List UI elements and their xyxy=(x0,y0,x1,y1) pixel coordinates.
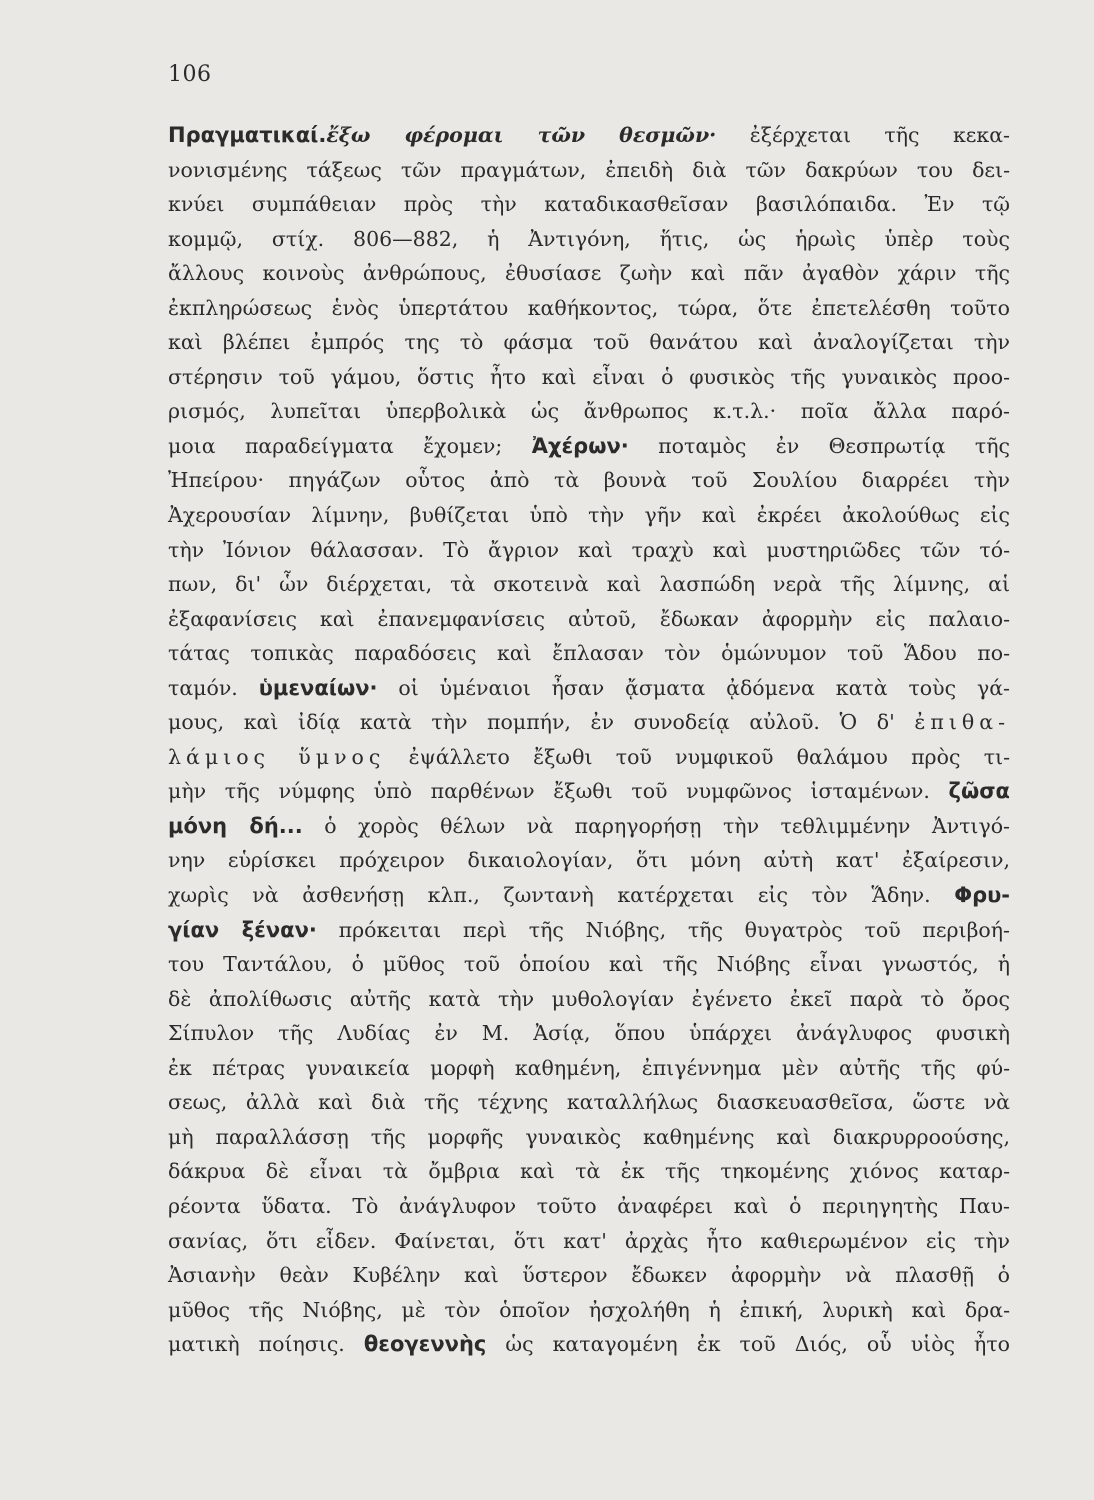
text-line xyxy=(168,774,1010,809)
lemma-heading: ὑμεναίων· xyxy=(258,675,378,700)
line-text: καὶ βλέπει ἐμπρός της τὸ φάσμα τοῦ θανάτου καὶ ἀναλογίζεται τὴν xyxy=(168,330,1010,355)
text-line xyxy=(168,1120,1010,1155)
text-line xyxy=(168,533,1010,568)
text-line xyxy=(168,602,1010,637)
line-text: μους, καὶ ἰδίᾳ κατὰ τὴν πομπήν, ἐν συνοδείᾳ αὐλοῦ. Ὁ δ' xyxy=(168,710,915,735)
text-line xyxy=(168,394,1010,429)
line-text: δὲ ἀπολίθωσις αὐτῆς κατὰ τὴν μυθολογίαν ἐγένετο ἐκεῖ παρὰ τὸ ὄρος xyxy=(168,986,1010,1011)
text-line xyxy=(168,947,1010,982)
line-text: του Ταντάλου, ὁ μῦθος τοῦ ὁποίου καὶ τῆς Νιόβης εἶναι γνωστός, ἡ xyxy=(168,952,1010,977)
lemma-heading: Φρυ- xyxy=(954,883,1010,908)
text-line xyxy=(168,1258,1010,1293)
text-line xyxy=(168,153,1010,188)
text-line xyxy=(168,913,1010,948)
line-text: τὴν Ἰόνιον θάλασσαν. Τὸ ἄγριον καὶ τραχὺ καὶ μυστηριῶδες τῶν τό- xyxy=(168,537,1010,562)
line-text: σεως, ἀλλὰ καὶ διὰ τῆς τέχνης καταλλήλως διασκευασθεῖσα, ὥστε νὰ xyxy=(168,1090,1010,1115)
text-line xyxy=(168,291,1010,326)
text-line xyxy=(168,429,1010,464)
text-line xyxy=(168,843,1010,878)
text-line xyxy=(168,1189,1010,1224)
text-line xyxy=(168,705,1010,740)
line-text: ποταμὸς ἐν Θεσπρωτίᾳ τῆς xyxy=(628,433,1010,458)
line-text: κομμῷ, στίχ. 806—882, ἡ Ἀντιγόνη, ἥτις, ὡς ἡρωὶς ὑπὲρ τοὺς xyxy=(168,226,1010,251)
text-line xyxy=(168,1154,1010,1189)
lemma-heading: ζῶσα xyxy=(948,779,1010,804)
text-line xyxy=(168,1293,1010,1328)
line-text: ἐψάλλετο ἔξωθι τοῦ νυμφικοῦ θαλάμου πρὸς τι- xyxy=(385,744,1010,769)
text-line xyxy=(168,1016,1010,1051)
text-line xyxy=(168,360,1010,395)
line-text: Ἀχερουσίαν λίμνην, βυθίζεται ὑπὸ τὴν γῆν καὶ ἐκρέει ἀκολούθως εἰς xyxy=(168,503,1010,528)
text-line xyxy=(168,1051,1010,1086)
lemma-heading: Πραγματικαί. xyxy=(168,123,327,147)
text-line xyxy=(168,498,1010,533)
page-number: 106 xyxy=(168,62,212,87)
line-text: νην εὑρίσκει πρόχειρον δικαιολογίαν, ὅτι μόνη αὐτὴ κατ' ἐξαίρεσιν, xyxy=(168,848,1010,873)
text-line xyxy=(168,187,1010,222)
lemma-heading: ἔξω φέρομαι τῶν θεσμῶν· xyxy=(326,123,717,147)
commentary-text-body xyxy=(168,118,1010,1362)
line-text: μῦθος τῆς Νιόβης, μὲ τὸν ὁποῖον ἠσχολήθη ἡ ἐπική, λυρικὴ καὶ δρα- xyxy=(168,1297,1010,1322)
line-text: ὁ χορὸς θέλων νὰ παρηγορήσῃ τὴν τεθλιμμένην Ἀντιγό- xyxy=(302,813,1010,838)
line-text: πρόκειται περὶ τῆς Νιόβης, τῆς θυγατρὸς τοῦ περιβοή- xyxy=(316,917,1010,942)
text-line xyxy=(168,636,1010,671)
text-line xyxy=(168,1327,1010,1362)
line-text: κνύει συμπάθειαν πρὸς τὴν καταδικασθεῖσαν βασιλόπαιδα. Ἐν τῷ xyxy=(168,192,1010,217)
text-line xyxy=(168,118,1010,153)
text-line xyxy=(168,463,1010,498)
text-line xyxy=(168,809,1010,844)
line-text: ἐκπληρώσεως ἑνὸς ὑπερτάτου καθήκοντος, τώρα, ὅτε ἐπετελέσθη τοῦτο xyxy=(168,295,1010,320)
text-line xyxy=(168,567,1010,602)
line-text: μὴν τῆς νύμφης ὑπὸ παρθένων ἔξωθι τοῦ νυμφῶνος ἱσταμένων. xyxy=(168,779,949,804)
line-text: νονισμένης τάξεως τῶν πραγμάτων, ἐπειδὴ διὰ τῶν δακρύων του δει- xyxy=(168,157,1010,182)
line-text: ρέοντα ὕδατα. Τὸ ἀνάγλυφον τοῦτο ἀναφέρει καὶ ὁ περιηγητὴς Παυ- xyxy=(168,1193,1010,1218)
line-text: μὴ παραλλάσσῃ τῆς μορφῆς γυναικὸς καθημένης καὶ διακρυρροούσης, xyxy=(168,1124,1010,1149)
lemma-heading: Ἀχέρων· xyxy=(531,433,629,458)
text-line xyxy=(168,740,1010,775)
line-text: στέρησιν τοῦ γάμου, ὅστις ἦτο καὶ εἶναι ὁ φυσικὸς τῆς γυναικὸς προο- xyxy=(168,364,1010,389)
line-text: ματικὴ ποίησις. xyxy=(168,1332,364,1357)
text-line xyxy=(168,878,1010,913)
line-text: χωρὶς νὰ ἀσθενήσῃ κλπ., ζωντανὴ κατέρχεται εἰς τὸν Ἅδην. xyxy=(168,883,955,908)
line-text: σανίας, ὅτι εἶδεν. Φαίνεται, ὅτι κατ' ἀρχὰς ἦτο καθιερωμένον εἰς τὴν xyxy=(168,1228,1010,1253)
text-line xyxy=(168,222,1010,257)
text-line xyxy=(168,982,1010,1017)
line-text: ρισμός, λυπεῖται ὑπερβολικὰ ὡς ἄνθρωπος κ.τ.λ.· ποῖα ἄλλα παρό- xyxy=(168,399,1010,424)
line-text: οἱ ὑμέναιοι ἦσαν ᾄσματα ᾀδόμενα κατὰ τοὺς γά- xyxy=(377,675,1010,700)
text-line xyxy=(168,325,1010,360)
line-text: ἐξέρχεται τῆς κεκα- xyxy=(716,123,1010,147)
lemma-heading: θεογεννὴς xyxy=(363,1332,487,1357)
line-text: δάκρυα δὲ εἶναι τὰ ὄμβρια καὶ τὰ ἐκ τῆς τηκομένης χιόνος καταρ- xyxy=(168,1159,1010,1184)
line-text: ἐξαφανίσεις καὶ ἐπανεμφανίσεις αὐτοῦ, ἔδωκαν ἀφορμὴν εἰς παλαιο- xyxy=(168,606,1010,631)
line-text: ταμόν. xyxy=(168,675,259,700)
line-text: ἐκ πέτρας γυναικεία μορφὴ καθημένη, ἐπιγέννημα μὲν αὐτῆς τῆς φύ- xyxy=(168,1055,1010,1080)
line-text: πων, δι' ὧν διέρχεται, τὰ σκοτεινὰ καὶ λασπώδη νερὰ τῆς λίμνης, αἱ xyxy=(168,572,1010,597)
line-text: μοια παραδείγματα ἔχομεν; xyxy=(168,433,532,458)
spaced-emphasis: λάμιος ὕμνος xyxy=(168,744,386,769)
text-line xyxy=(168,1224,1010,1259)
text-line xyxy=(168,671,1010,706)
lemma-heading: γίαν ξέναν· xyxy=(168,917,317,942)
line-text: ἄλλους κοινοὺς ἀνθρώπους, ἐθυσίασε ζωὴν καὶ πᾶν ἀγαθὸν χάριν τῆς xyxy=(168,261,1010,286)
line-text: Ἀσιανὴν θεὰν Κυβέλην καὶ ὕστερον ἔδωκεν ἀφορμὴν νὰ πλασθῇ ὁ xyxy=(168,1263,1010,1288)
lemma-heading: μόνη δή... xyxy=(168,813,303,838)
line-text: Ἠπείρου· πηγάζων οὗτος ἀπὸ τὰ βουνὰ τοῦ Σουλίου διαρρέει τὴν xyxy=(168,468,1010,493)
line-text: τάτας τοπικὰς παραδόσεις καὶ ἔπλασαν τὸν ὁμώνυμον τοῦ Ἅδου πο- xyxy=(168,641,1010,666)
line-text: ὡς καταγομένη ἐκ τοῦ Διός, οὗ υἱὸς ἦτο xyxy=(486,1332,1010,1357)
line-text: Σίπυλον τῆς Λυδίας ἐν Μ. Ἀσίᾳ, ὅπου ὑπάρχει ἀνάγλυφος φυσικὴ xyxy=(168,1021,1010,1046)
text-line xyxy=(168,1085,1010,1120)
spaced-emphasis: ἐπιθα- xyxy=(914,710,1010,735)
text-line xyxy=(168,256,1010,291)
